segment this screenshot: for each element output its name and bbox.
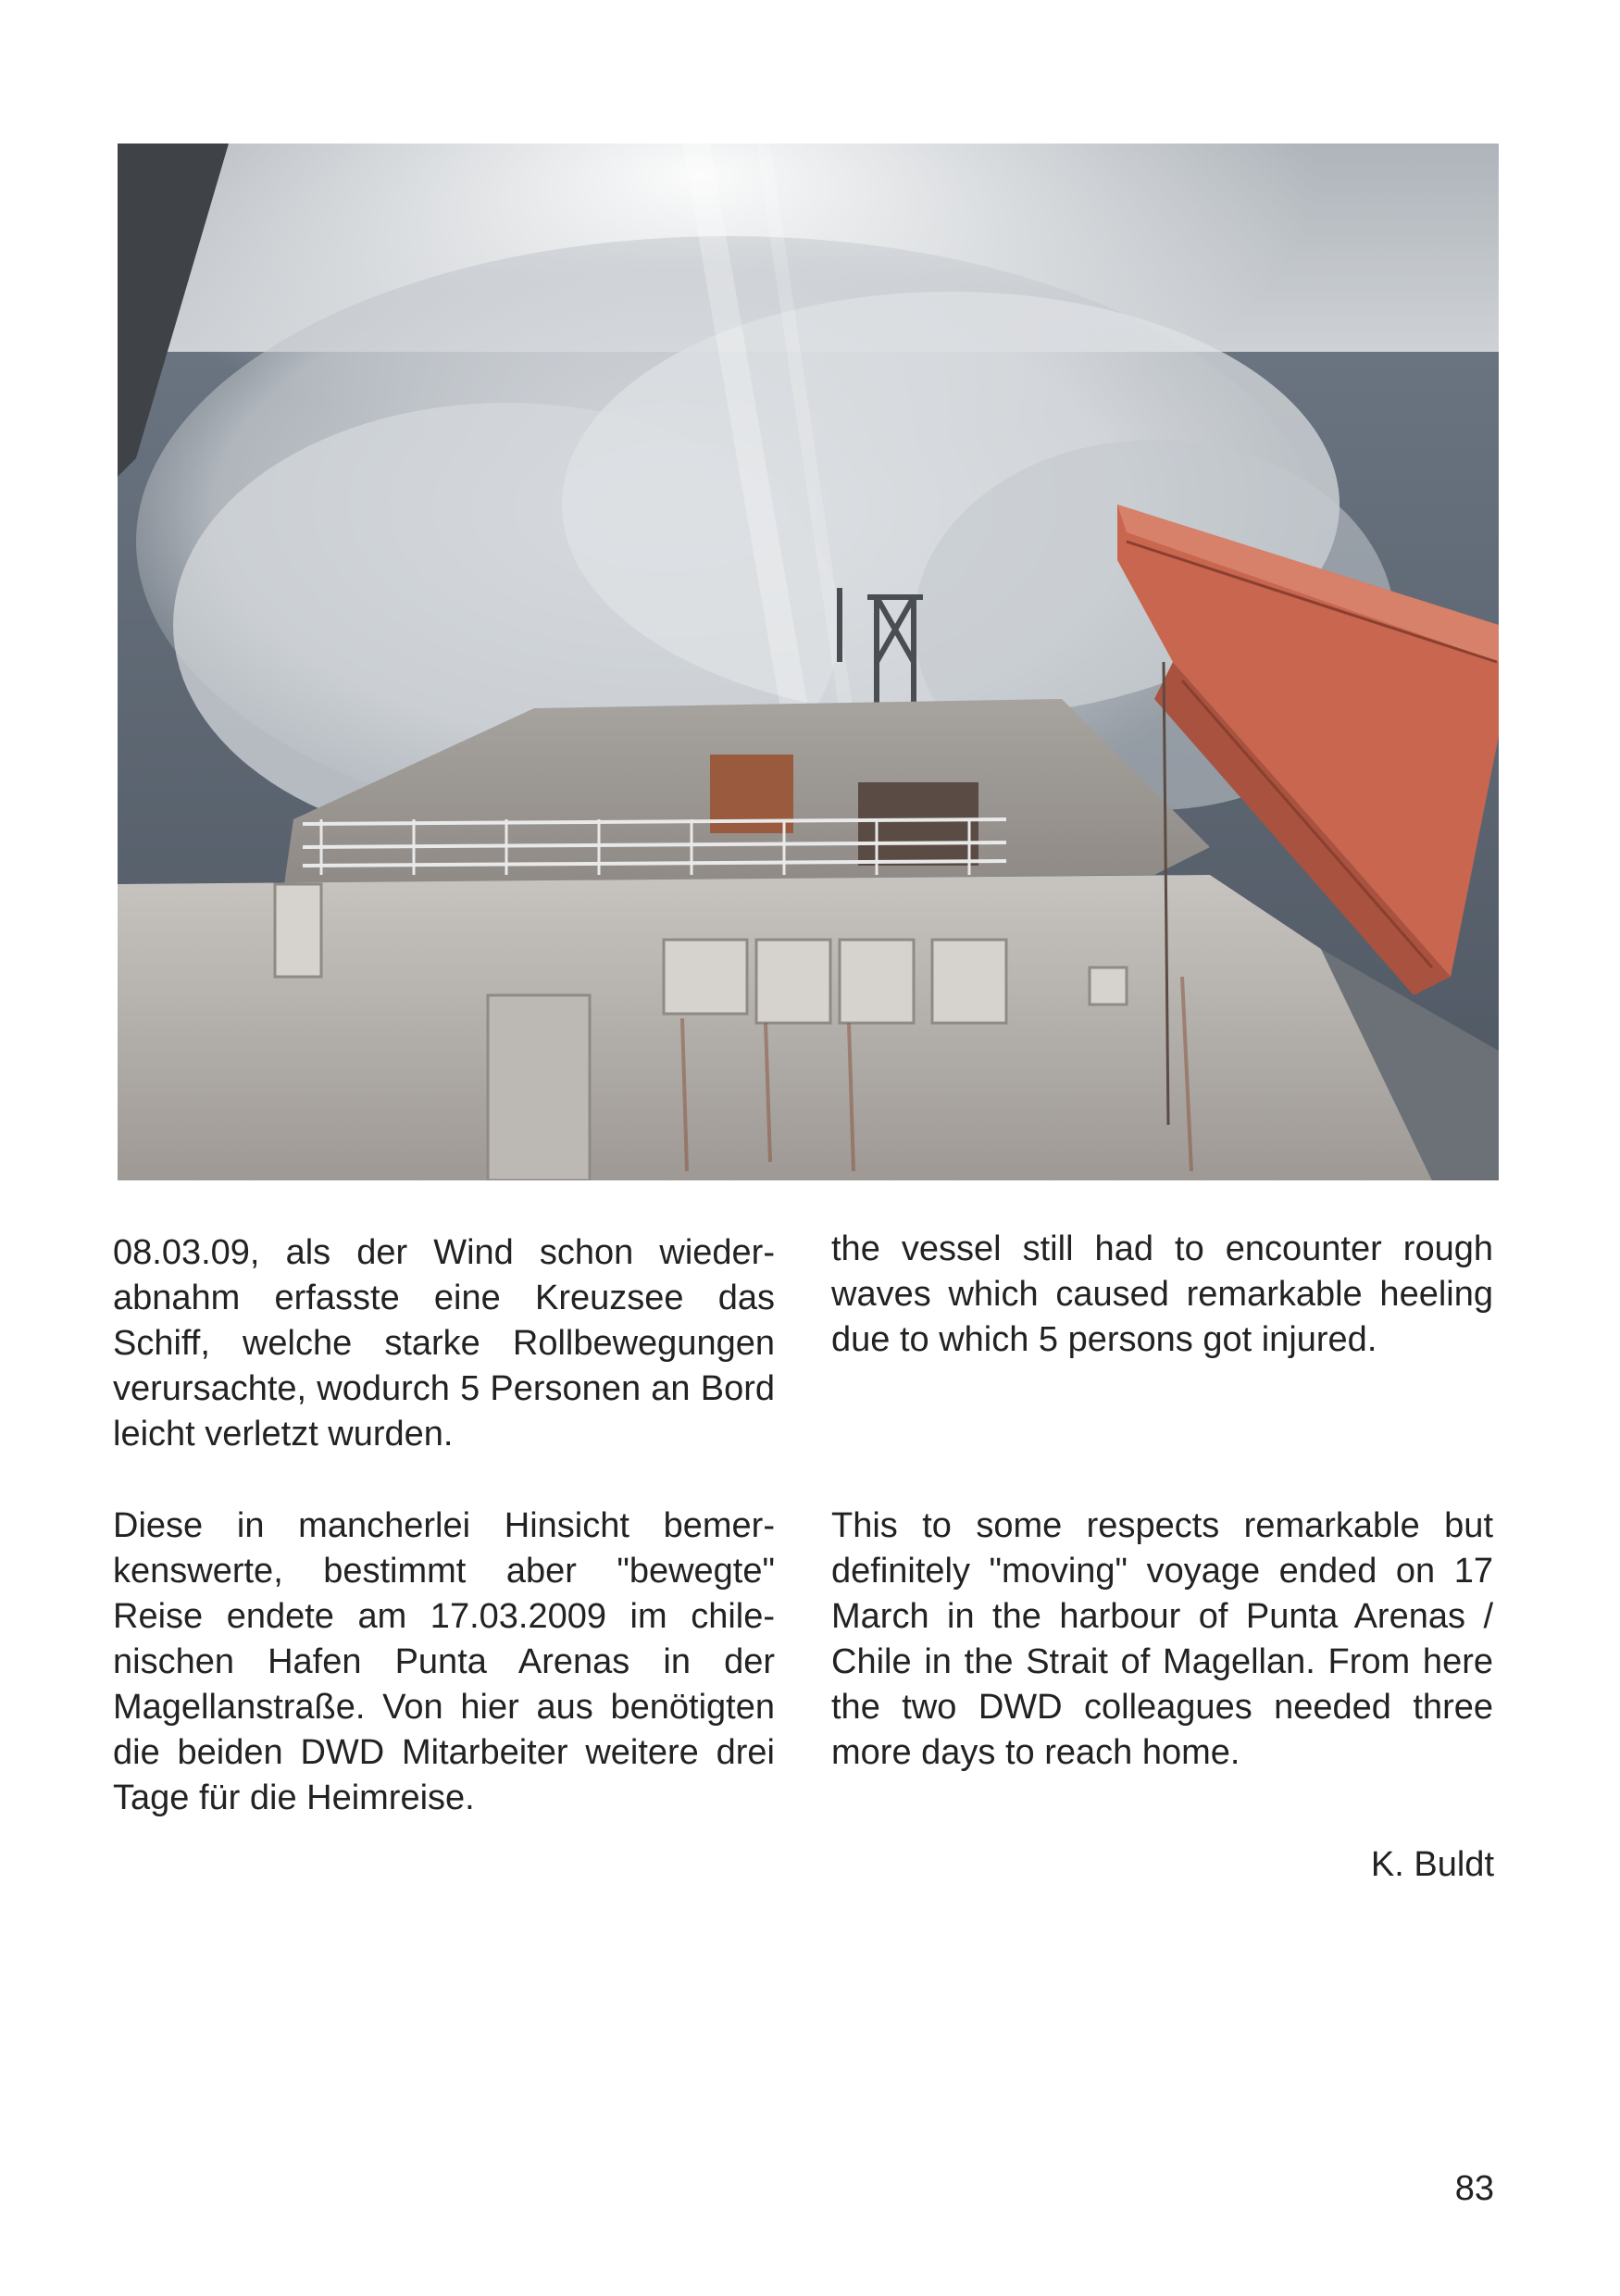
german-paragraph-2 (113, 1504, 775, 1821)
page-number: 83 (1454, 2169, 1494, 2208)
english-paragraph-1 (831, 1227, 1493, 1363)
ship-photo-illustration (118, 144, 1499, 1180)
english-paragraph-2 (831, 1504, 1493, 1776)
german-paragraph-1-text: 08.03.09, als der Wind schon wiederabnahm erfasste eine Kreuzsee das Schiff, welche starke Rollbewegungen verursachte, wodurch 5 Personen an Bord leicht verletzt wurden. (113, 1233, 775, 1454)
ship-photo (118, 144, 1499, 1180)
english-paragraph-2-text: This to some respects remarkable but definitely "moving" voyage ended on 17 March in the harbour of Punta Arenas / Chile in the Strait of Magellan. From here the two DWD colleagues needed three more days to reach home. (831, 1506, 1493, 1772)
author-signature: K. Buldt (1370, 1845, 1494, 1884)
german-paragraph-2-text: Diese in mancherlei Hinsicht bemerkenswerte, bestimmt aber "bewegte" Reise endete am 17.03.2009 im chilenischen Hafen Punta Arenas in der Magellanstraße. Von hier aus benötigten die beiden DWD Mitarbeiter weitere drei Tage für die Heimreise. (113, 1506, 775, 1817)
english-paragraph-1-text: the vessel still had to encounter rough waves which caused remarkable heeling due to which 5 persons got injured. (831, 1229, 1493, 1359)
german-paragraph-1 (113, 1230, 775, 1457)
